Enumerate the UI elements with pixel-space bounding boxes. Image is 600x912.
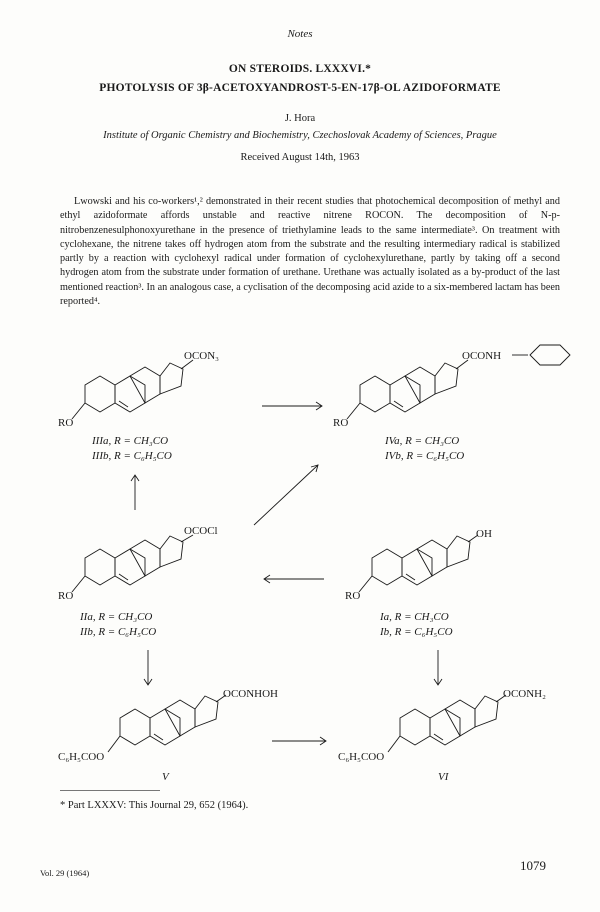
label-IIb: IIb, R = C₆H₅CO — [80, 626, 157, 638]
arrow-II-IV — [254, 465, 318, 525]
label-Ia: Ia, R = CH₃CO — [380, 611, 449, 623]
ro-IV: RO — [333, 417, 349, 429]
label-IIIa: IIIa, R = CH₃CO — [92, 435, 169, 447]
ro-III: RO — [58, 417, 74, 429]
group-V: OCONHOH — [223, 688, 278, 700]
volume-info: Vol. 29 (1964) — [40, 868, 90, 878]
group-IV: OCONH — [462, 350, 502, 362]
author: J. Hora — [284, 113, 316, 124]
footnote-rule — [60, 790, 160, 791]
compound-V — [58, 688, 278, 783]
compound-III — [58, 350, 219, 462]
compound-IV — [333, 345, 570, 462]
reaction-scheme — [0, 340, 600, 790]
footnote: * Part LXXXV: This Journal 29, 652 (1964). — [60, 800, 249, 811]
abstract-text: Lwowski and his co-workers¹,² demonstrated in their recent studies that photochemical decomposition of methyl and ethyl azidoformate affords unstable and reactive nitrene ROCON. The decomposition of N-p-nitrobenzenesulphonoxyurethane in the presence of triethylamine leads to the same intermediate³. On treatment with cyclohexane, the nitrene takes off hydrogen atom from the substrate and the resulting intermediary radical is stabilized partly by a reaction with cyclohexyl radical under formation of cyclohexylurethane, partly by taking off a second hydrogen atom from the substrate under formation of urethane. Urethane was actually isolated as a by-product of the last mentioned reaction³. In an analogous case, a cyclisation of the decomposing acid azide to a six-membered lactam has been reported⁴. — [60, 196, 560, 308]
group-III: OCON₃ — [184, 350, 220, 362]
group-VI: OCONH₂ — [503, 688, 546, 700]
compound-II — [58, 525, 218, 638]
label-IVa: IVa, R = CH₃CO — [385, 435, 460, 447]
affiliation: Institute of Organic Chemistry and Biochemistry, Czechoslovak Academy of Sciences, Prague — [103, 130, 497, 141]
page-number: 1079 — [520, 858, 546, 873]
abstract-paragraph — [60, 195, 560, 309]
label-IIIb: IIIb, R = C₆H₅CO — [92, 450, 172, 462]
group-II: OCOCl — [184, 525, 218, 537]
ro-II: RO — [58, 590, 74, 602]
received-date: Received August 14th, 1963 — [240, 152, 360, 163]
label-Ib: Ib, R = C₆H₅CO — [380, 626, 453, 638]
ro-VI: C₆H₅COO — [338, 751, 385, 763]
label-IVb: IVb, R = C₆H₅CO — [385, 450, 465, 462]
article-title-line2: PHOTOLYSIS OF 3β-ACETOXYANDROST-5-EN-17β-OL AZIDOFORMATE — [99, 82, 501, 94]
label-IIa: IIa, R = CH₃CO — [80, 611, 153, 623]
cyclohexyl-ring — [530, 345, 570, 365]
compound-VI — [338, 688, 546, 783]
ro-V: C₆H₅COO — [58, 751, 105, 763]
ro-I: RO — [345, 590, 361, 602]
compound-I — [345, 528, 492, 638]
article-title-line1: ON STEROIDS. LXXXVI.* — [228, 63, 372, 75]
group-I: OH — [476, 528, 492, 540]
label-VI: VI — [438, 771, 449, 783]
label-V: V — [162, 771, 169, 783]
running-head: Notes — [287, 28, 313, 40]
